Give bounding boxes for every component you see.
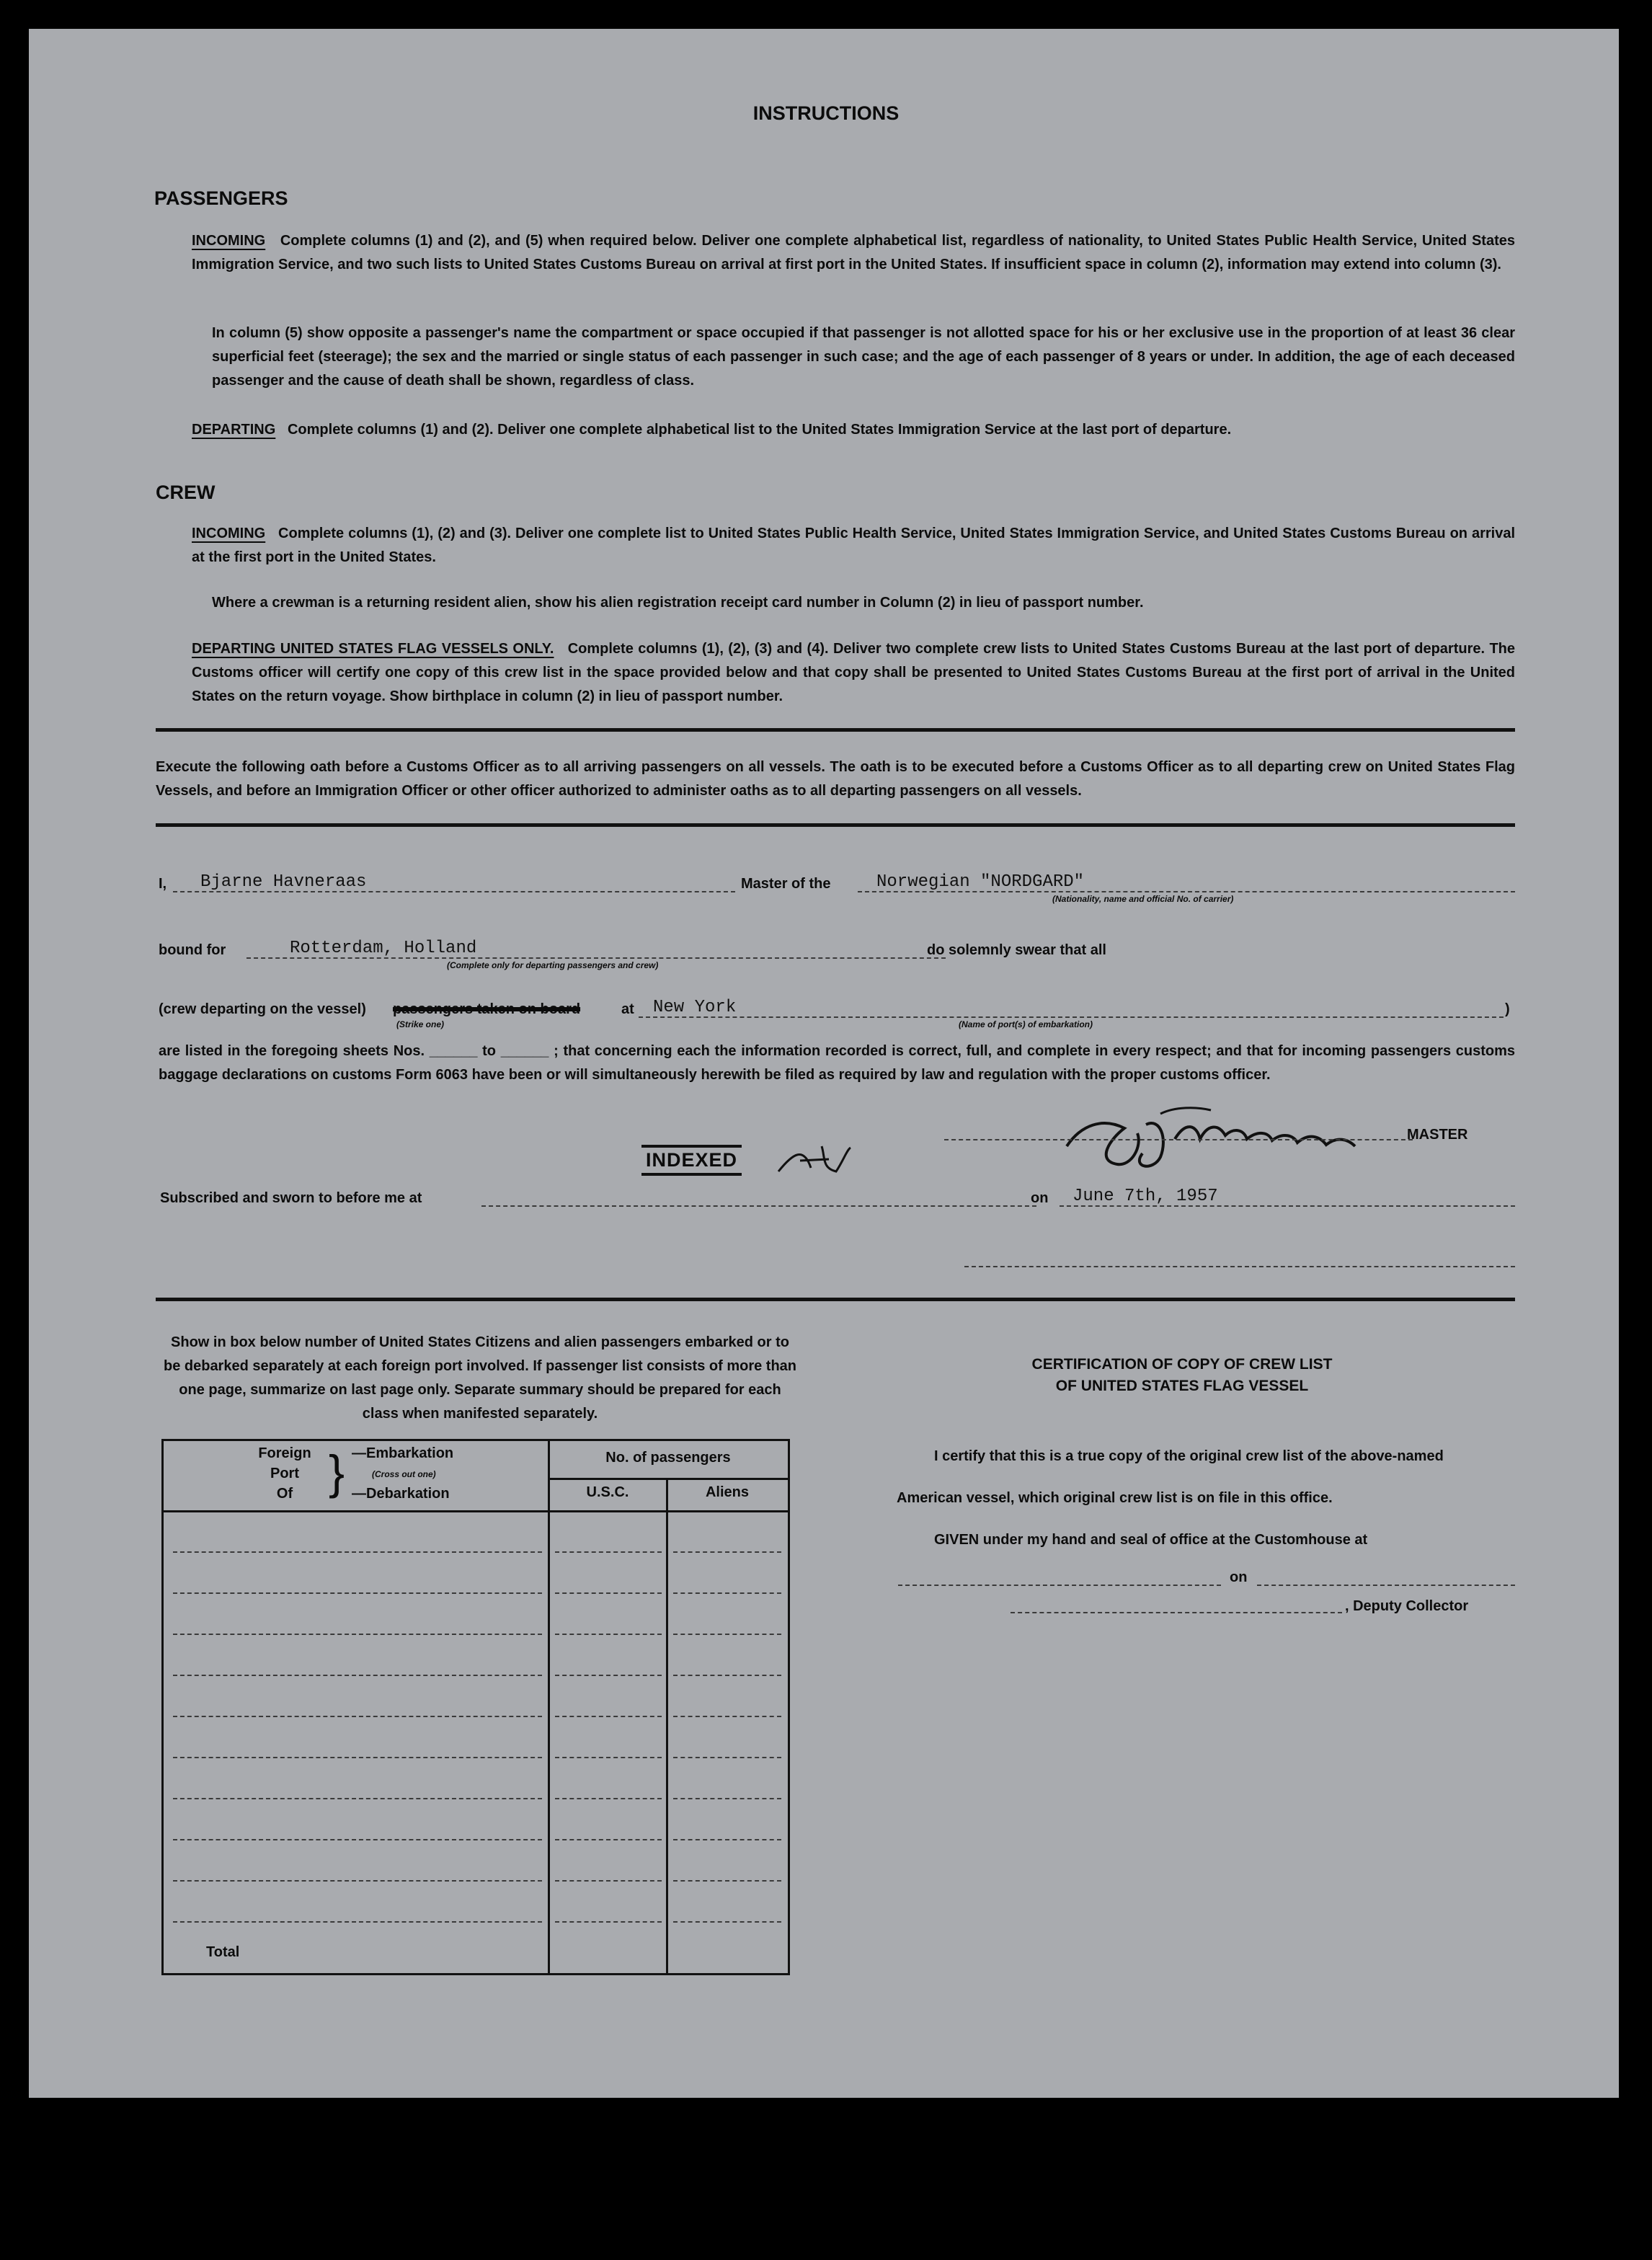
close-paren: ) xyxy=(1505,1001,1510,1017)
passengers-incoming-label: INCOMING xyxy=(192,233,266,249)
customhouse-line xyxy=(898,1585,1221,1586)
table-row-line xyxy=(673,1757,781,1758)
usc-header: U.S.C. xyxy=(586,1484,629,1500)
officer-signature-line xyxy=(964,1266,1515,1267)
table-row-line xyxy=(173,1880,542,1882)
total-label: Total xyxy=(206,1944,240,1960)
table-row-line xyxy=(673,1798,781,1799)
strike-caption: (Strike one) xyxy=(396,1019,445,1029)
passengers-incoming xyxy=(192,229,1515,277)
table-row-line xyxy=(673,1921,781,1923)
table-row-line xyxy=(555,1880,662,1882)
table-row-line xyxy=(673,1634,781,1635)
vessel-caption: (Nationality, name and official No. of carrier) xyxy=(1052,894,1234,904)
certification-heading xyxy=(894,1354,1470,1397)
passengers-departing-text: Complete columns (1) and (2). Deliver one complete alphabetical list to the United States Immigration Service at the last port of departure. xyxy=(287,422,1232,438)
indexed-initials xyxy=(771,1139,858,1182)
col-foreign-label: Foreign xyxy=(258,1445,311,1461)
bound-for-label: bound for xyxy=(159,942,226,958)
passengers-incoming-text: Complete columns (1) and (2), and (5) when required below. Deliver one complete alphabetical list, regardless of nationality, to United States Public Health Service, United States Immigration Service, and two such lists to United States Customs Bureau on arrival at first port in the United States. If insufficient space in column (2), information may extend into column (3). xyxy=(192,233,1515,272)
passengers-departing xyxy=(192,418,1515,442)
table-row-line xyxy=(173,1634,542,1635)
given-text: GIVEN under my hand and seal of office at the Customhouse at xyxy=(934,1532,1368,1548)
crew-resident: Where a crewman is a returning resident alien, show his alien registration receipt card number in Column (2) in lieu of passport number. xyxy=(212,595,1144,611)
table-row-line xyxy=(173,1551,542,1553)
table-row-line xyxy=(555,1634,662,1635)
oath-i-label: I, xyxy=(159,876,167,892)
subscribed-label: Subscribed and sworn to before me at xyxy=(160,1190,422,1206)
table-row-line xyxy=(555,1551,662,1553)
oath-intro: Execute the following oath before a Customs Officer as to all arriving passengers on all vessels. The oath is to be executed before a Customs Officer as to all departing crew on United States Flag Vessels, and before an Immigration Officer or other officer authorized to administer oaths as to all departing passengers on all vessels. xyxy=(156,759,1515,799)
table-row-line xyxy=(555,1675,662,1676)
crew-incoming-label: INCOMING xyxy=(192,526,266,541)
crew-departing xyxy=(192,637,1515,709)
certify-line1: I certify that this is a true copy of the original crew list of the above-named xyxy=(934,1448,1444,1464)
at-label: at xyxy=(621,1001,634,1017)
listed-text: are listed in the foregoing sheets Nos. ______ to ______ ; that concerning each the information recorded is correct, full, and complete in every respect; and that for incoming passengers customs baggage declarations on customs Form 6063 have been or will simultaneously herewith be filed as required by law and regulation with the proper customs officer. xyxy=(159,1043,1515,1083)
master-signature-line xyxy=(944,1139,1413,1140)
certification-on-label: on xyxy=(1230,1569,1248,1585)
subscribed-place-line xyxy=(481,1205,1036,1207)
master-name-value: Bjarne Havneraas xyxy=(200,872,367,892)
form-sheet xyxy=(29,29,1619,2098)
page-title: INSTRUCTIONS xyxy=(752,102,900,124)
port-value: New York xyxy=(653,998,737,1017)
table-row-line xyxy=(173,1921,542,1923)
table-row-line xyxy=(673,1551,781,1553)
embarkation-label: —Embarkation xyxy=(352,1445,454,1461)
port-caption: (Name of port(s) of embarkation) xyxy=(959,1019,1093,1029)
summary-instructions: Show in box below number of United States Citizens and alien passengers embarked or to be debarked separately at each foreign port involved. If passenger list consists of more than one page, summarize on last page only. Separate summary should be prepared for each class when manifested separately. xyxy=(163,1334,797,1422)
table-row-line xyxy=(555,1798,662,1799)
divider-2 xyxy=(156,823,1515,827)
table-row-line xyxy=(173,1592,542,1594)
table-row-line xyxy=(555,1592,662,1594)
swear-text: do solemnly swear that all xyxy=(927,942,1106,958)
table-row-line xyxy=(555,1757,662,1758)
crew-heading: CREW xyxy=(156,482,216,503)
col-of-label: Of xyxy=(276,1486,293,1502)
struck-passengers-text: passengers taken on board xyxy=(393,1001,581,1017)
indexed-stamp xyxy=(641,1145,742,1176)
table-row-line xyxy=(673,1675,781,1676)
passengers-departing-label: DEPARTING xyxy=(192,422,276,438)
table-divider-aliens xyxy=(666,1479,668,1973)
table-rule-header xyxy=(161,1510,788,1512)
col-foreign-port-of xyxy=(245,1443,324,1504)
table-row-line xyxy=(673,1716,781,1717)
table-row-line xyxy=(555,1839,662,1840)
crew-departing-text: Complete columns (1), (2), (3) and (4). Deliver two complete crew lists to United States Customs Bureau at the last port of departure. The Customs officer will certify one copy of this crew list in the space provided below and that copy shall be presented to United States Customs Bureau at the first port of arrival in the United States on the return voyage. Show birthplace in column (2) in lieu of passport number. xyxy=(192,641,1516,704)
on-label: on xyxy=(1031,1190,1049,1206)
deputy-collector-label: , Deputy Collector xyxy=(1345,1598,1469,1614)
table-row-line xyxy=(173,1716,542,1717)
table-divider-port xyxy=(548,1439,550,1973)
table-row-line xyxy=(555,1716,662,1717)
certify-line2: American vessel, which original crew list is on file in this office. xyxy=(897,1490,1333,1506)
crew-departing-label: DEPARTING UNITED STATES FLAG VESSELS ONLY. xyxy=(192,641,554,657)
divider-3 xyxy=(156,1298,1515,1301)
no-of-passengers-header: No. of passengers xyxy=(605,1450,731,1466)
summary-table xyxy=(161,1439,790,1975)
table-row-line xyxy=(673,1880,781,1882)
certification-heading-line1: CERTIFICATION OF COPY OF CREW LIST xyxy=(1031,1356,1333,1373)
destination-value: Rotterdam, Holland xyxy=(290,939,477,958)
certification-date-line xyxy=(1257,1585,1515,1586)
aliens-header: Aliens xyxy=(705,1484,750,1500)
table-row-line xyxy=(173,1757,542,1758)
brace-icon: } xyxy=(329,1445,345,1499)
table-rule-passengers xyxy=(548,1478,788,1480)
certification-heading-line2: OF UNITED STATES FLAG VESSEL xyxy=(1055,1378,1309,1394)
crew-incoming-text: Complete columns (1), (2) and (3). Deliver one complete list to United States Public Health Service, United States Immigration Service, and United States Customs Bureau on arrival at the first port in the United States. xyxy=(192,526,1516,565)
passengers-heading: PASSENGERS xyxy=(154,187,288,209)
passengers-column5: In column (5) show opposite a passenger's name the compartment or space occupied if that passenger is not allotted space for his or her exclusive use in the proportion of at least 36 clear superficial feet (steerage); the sex and the married or single status of each passenger in such case; and the age of each passenger of 8 years or under. In addition, the age of each deceased passenger and the cause of death shall be shown, regardless of class. xyxy=(212,325,1515,389)
table-row-line xyxy=(555,1921,662,1923)
cross-out-caption: (Cross out one) xyxy=(372,1469,436,1479)
divider-1 xyxy=(156,728,1515,732)
destination-caption: (Complete only for departing passengers and crew) xyxy=(447,960,659,970)
table-row-line xyxy=(673,1839,781,1840)
port-line xyxy=(639,1016,1504,1018)
col-port-label: Port xyxy=(270,1466,299,1481)
debarkation-label: —Debarkation xyxy=(352,1486,450,1502)
crew-incoming xyxy=(192,522,1515,570)
table-row-line xyxy=(173,1798,542,1799)
table-row-line xyxy=(173,1675,542,1676)
master-label: MASTER xyxy=(1407,1127,1468,1143)
master-of-label: Master of the xyxy=(741,876,831,892)
crew-departing-vessel-label: (crew departing on the vessel) xyxy=(159,1001,366,1017)
date-value: June 7th, 1957 xyxy=(1073,1187,1218,1206)
deputy-signature-line xyxy=(1011,1612,1342,1613)
table-row-line xyxy=(173,1839,542,1840)
master-signature xyxy=(1052,1096,1427,1175)
table-row-line xyxy=(673,1592,781,1594)
indexed-stamp-text: INDEXED xyxy=(646,1149,738,1171)
vessel-value: Norwegian "NORDGARD" xyxy=(876,872,1085,892)
